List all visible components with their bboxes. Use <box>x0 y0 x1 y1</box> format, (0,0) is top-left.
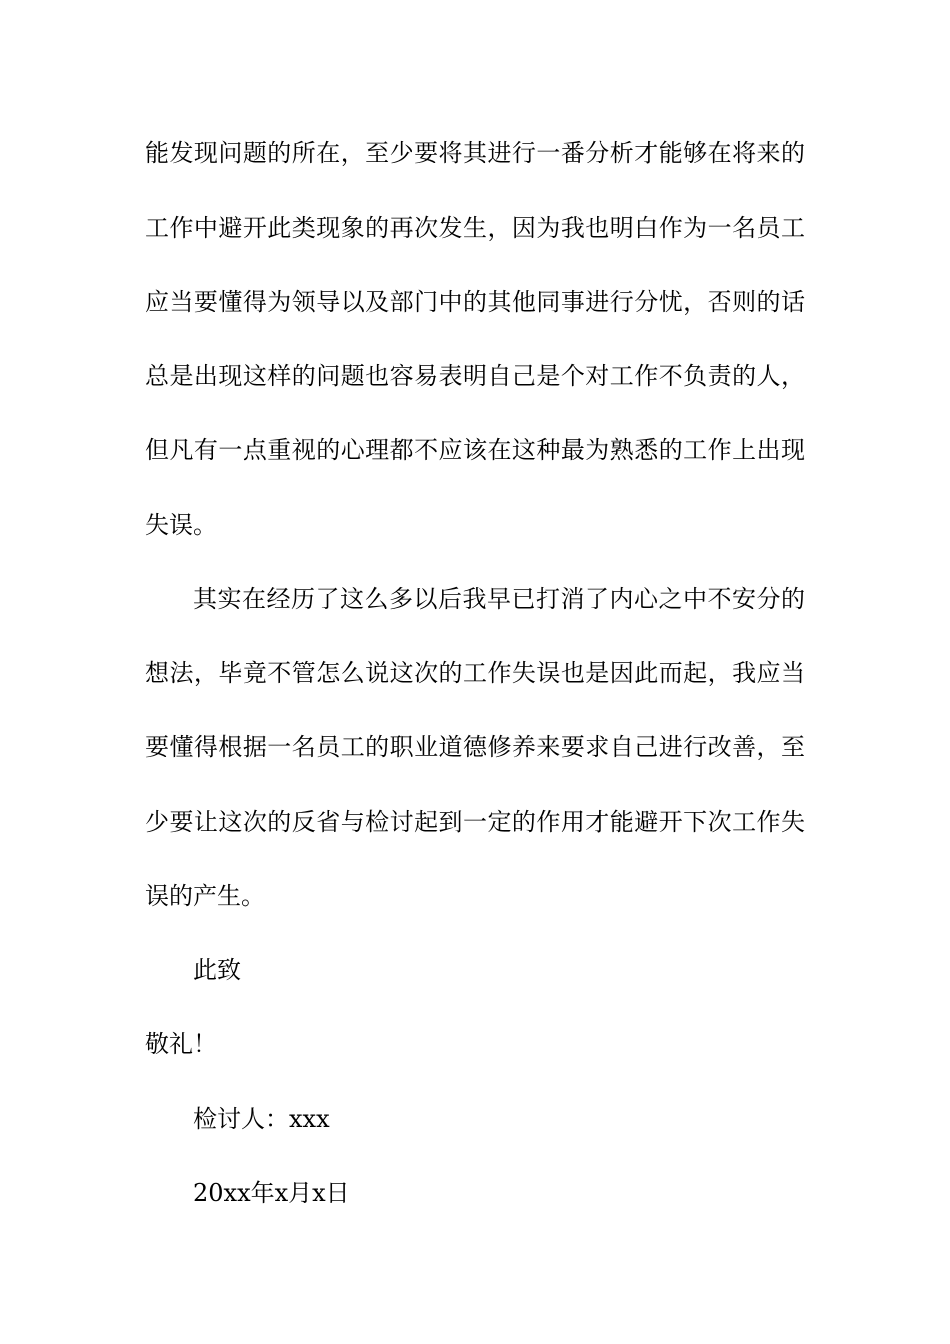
paragraph-2-line-1: 其实在经历了这么多以后我早已打消了内心之中不安分的 <box>193 585 805 613</box>
paragraph-1-line-5: 但凡有一点重视的心理都不应该在这种最为熟悉的工作上出现 <box>145 436 805 464</box>
paragraph-2-line-2: 想法，毕竟不管怎么说这次的工作失误也是因此而起，我应当 <box>145 659 805 687</box>
paragraph-2-line-3: 要懂得根据一名员工的职业道德修养来要求自己进行改善，至 <box>145 733 805 761</box>
paragraph-2-line-4: 少要让这次的反省与检讨起到一定的作用才能避开下次工作失 <box>145 808 805 836</box>
closing: 敬礼！ <box>145 1030 217 1058</box>
paragraph-1-line-4: 总是出现这样的问题也容易表明自己是个对工作不负责的人， <box>145 362 805 390</box>
paragraph-1-line-2: 工作中避开此类现象的再次发生，因为我也明白作为一名员工 <box>145 214 805 242</box>
signature: 检讨人：xxx <box>193 1105 330 1133</box>
paragraph-1-line-6: 失误。 <box>145 511 217 539</box>
paragraph-2-line-5: 误的产生。 <box>145 882 265 910</box>
paragraph-1-line-3: 应当要懂得为领导以及部门中的其他同事进行分忧，否则的话 <box>145 288 805 316</box>
date: 20xx年x月x日 <box>193 1179 350 1207</box>
paragraph-1-line-1: 能发现问题的所在，至少要将其进行一番分析才能够在将来的 <box>145 139 805 167</box>
salutation: 此致 <box>193 956 241 984</box>
